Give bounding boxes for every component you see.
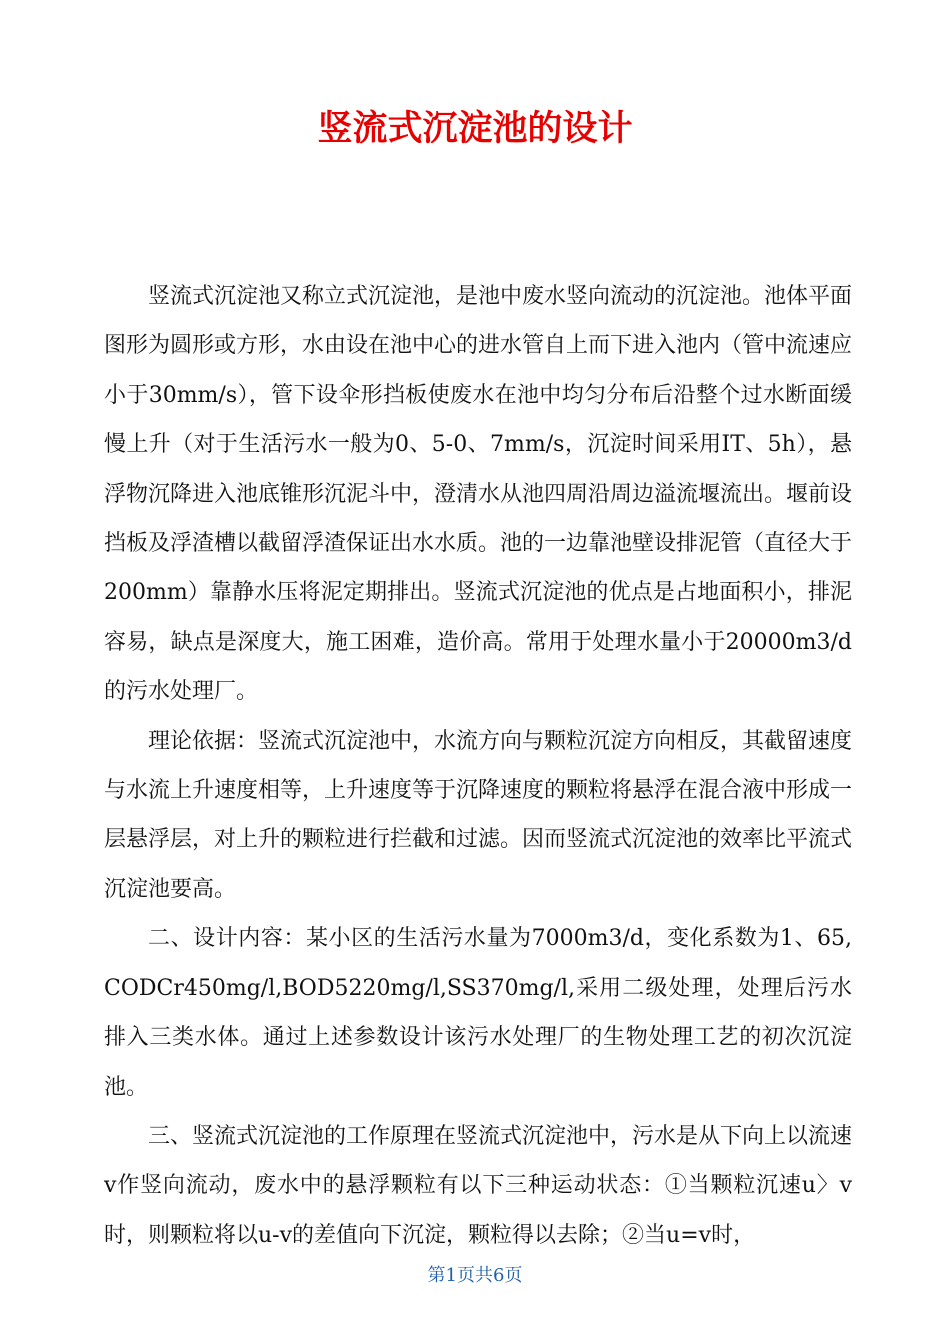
document-body xyxy=(104,272,852,1260)
paragraph-design-content: 二、设计内容：某小区的生活污水量为7000m3/d，变化系数为1、65,CODCr450mg/l,BOD5220mg/l,SS370mg/l,采用二级处理，处理后污水排入三类水体。通过上述参数设计该污水处理厂的生物处理工艺的初次沉淀池。 xyxy=(104,926,852,1100)
document-title: 竖流式沉淀池的设计 xyxy=(317,109,633,149)
paragraph-intro: 竖流式沉淀池又称立式沉淀池，是池中废水竖向流动的沉淀池。池体平面图形为圆形或方形，水由设在池中心的进水管自上而下进入池内（管中流速应小于30mm/s），管下设伞形挡板使废水在池中均匀分布后沿整个过水断面缓慢上升（对于生活污水一般为0、5-0、7mm/s，沉淀时间采用IT、5h），悬浮物沉降进入池底锥形沉泥斗中，澄清水从池四周沿周边溢流堰流出。堰前设挡板及浮渣槽以截留浮渣保证出水水质。池的一边靠池壁设排泥管（直径大于200mm）靠静水压将泥定期排出。竖流式沉淀池的优点是占地面积小，排泥容易，缺点是深度大，施工困难，造价高。常用于处理水量小于20000m3/d的污水处理厂。 xyxy=(104,284,853,705)
paragraph-working-principle: 三、竖流式沉淀池的工作原理在竖流式沉淀池中，污水是从下向上以流速v作竖向流动，废水中的悬浮颗粒有以下三种运动状态：①当颗粒沉速u〉v时，则颗粒将以u-v的差值向下沉淀，颗粒得以去除；②当u=v时， xyxy=(104,1123,853,1248)
paragraph-theory: 理论依据：竖流式沉淀池中，水流方向与颗粒沉淀方向相反，其截留速度与水流上升速度相等，上升速度等于沉降速度的颗粒将悬浮在混合液中形成一层悬浮层，对上升的颗粒进行拦截和过滤。因而竖流式沉淀池的效率比平流式沉淀池要高。 xyxy=(104,728,853,902)
page-number-footer: 第1页共6页 xyxy=(427,1265,523,1286)
